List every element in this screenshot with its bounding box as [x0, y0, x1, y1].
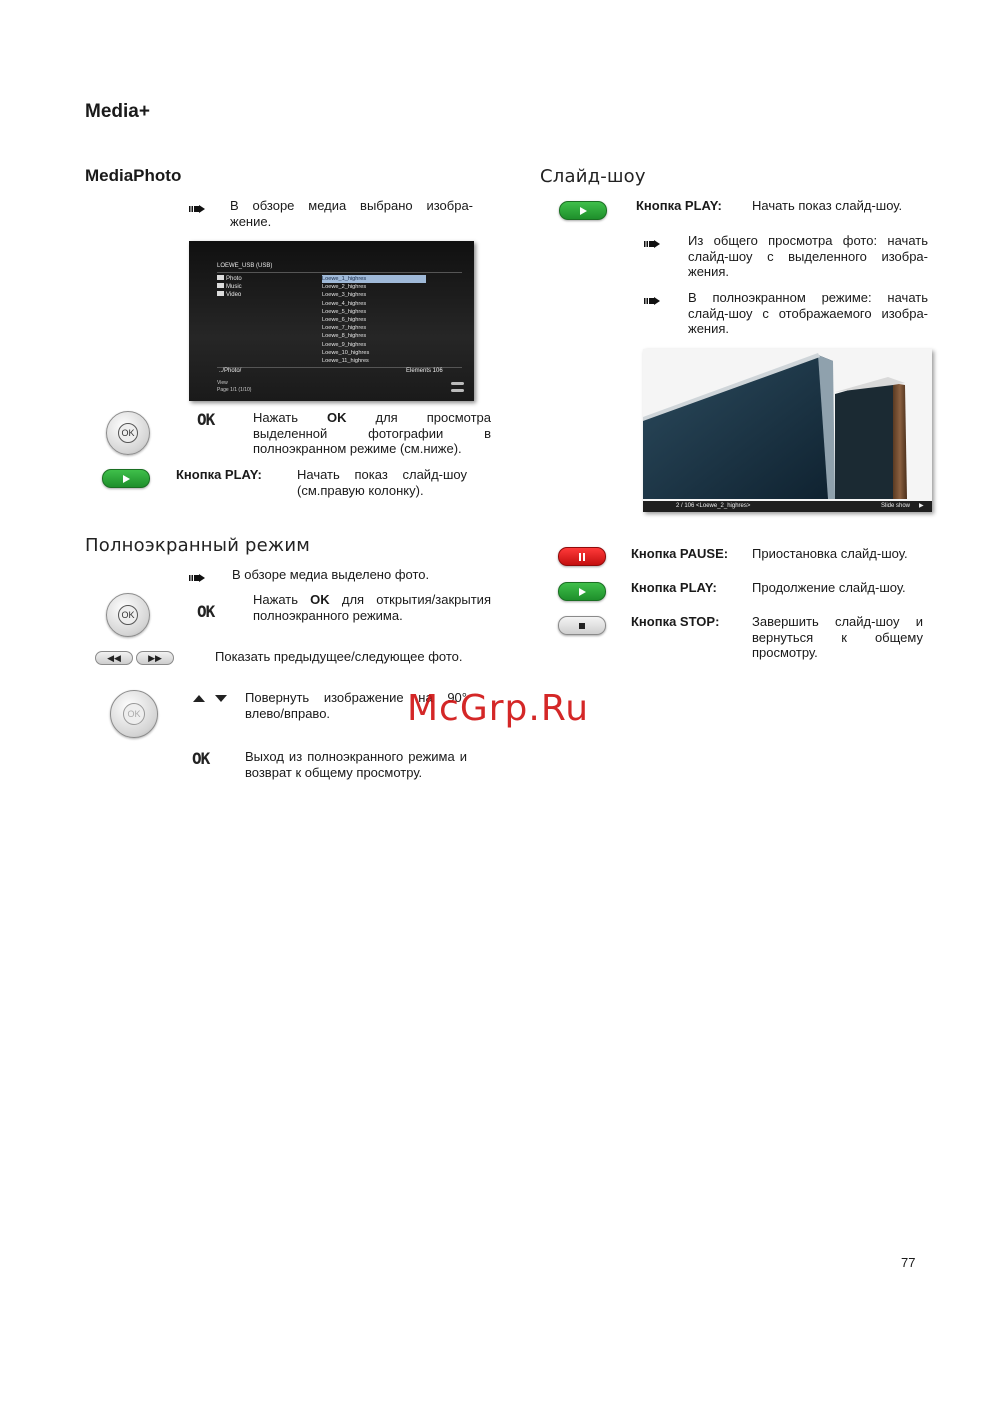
slideshow-play2-label: Кнопка PLAY:	[631, 580, 717, 595]
arrow-bullet-icon	[189, 574, 205, 582]
screen-folder-list	[217, 275, 242, 299]
tv-photo-image	[643, 349, 932, 501]
play-button-icon	[558, 582, 606, 601]
file-item: Loewe_6_highres	[322, 317, 367, 324]
ok-key-label: OK	[192, 749, 210, 768]
play-button-icon	[102, 469, 150, 488]
fullscreen-rotate-text: Повернуть изображение на 90° влево/вправо.	[245, 690, 467, 721]
slideshow-note-2: В полноэкранном режиме: начать слайд-шоу с отображаемого изобра-жения.	[688, 290, 928, 336]
fullscreen-prevnext-text: Показать предыдущее/следующее фото.	[215, 649, 463, 664]
slideshow-note-1: Из общего просмотра фото: начать слайд-шоу с выделенного изобра-жения.	[688, 233, 928, 279]
arrow-bullet-icon	[189, 205, 205, 213]
play-button-icon	[559, 201, 607, 220]
slideshow-play-text: Начать показ слайд-шоу.	[752, 198, 903, 213]
fast-forward-button-icon: ▶▶	[136, 651, 174, 665]
file-item: Loewe_2_highres	[322, 284, 367, 291]
slideshow-screenshot	[643, 349, 932, 512]
slideshow-counter: 2 / 106 <Loewe_2_highres>	[676, 503, 751, 509]
arrow-bullet-icon	[644, 240, 660, 248]
folder-item: Video	[217, 291, 242, 299]
file-item: Loewe_10_highres	[322, 349, 370, 356]
section-heading-mediaphoto: MediaPhoto	[85, 166, 182, 185]
ok-key-label: OK	[197, 410, 215, 429]
section-heading-fullscreen: Полноэкранный режим	[85, 535, 311, 556]
slideshow-status-bar	[643, 501, 932, 512]
page-title: Media+	[85, 101, 150, 122]
screen-hints: View Page 1/1 (1/10)	[217, 380, 252, 393]
slideshow-play-label: Кнопка PLAY:	[636, 198, 722, 213]
fullscreen-ok-text: Нажать OK для открытия/закрытия полноэкранного режима.	[253, 592, 491, 623]
file-item: Loewe_3_highres	[322, 292, 367, 299]
screen-file-list	[322, 275, 426, 365]
folder-icon	[217, 275, 224, 280]
up-down-arrows-icon	[193, 694, 231, 703]
slideshow-mode: Slide show	[881, 503, 911, 509]
play-arrow-icon: ▶	[919, 503, 924, 509]
fullscreen-intro: В обзоре медиа выделено фото.	[232, 567, 430, 582]
stop-key-label: Кнопка STOP:	[631, 614, 720, 629]
mediaphoto-ok-text: Нажать OK для просмотра выделенной фотографии в полноэкранном режиме (см.ниже).	[253, 410, 491, 456]
file-item: Loewe_4_highres	[322, 300, 367, 307]
remote-ok-button-icon: OK	[106, 593, 150, 637]
mediaphoto-play-text: Начать показ слайд-шоу (см.правую колонку).	[297, 467, 467, 498]
media-overview-screenshot	[189, 241, 474, 401]
screen-current-path: ../Photo/	[219, 368, 242, 374]
stop-button-icon	[558, 616, 606, 635]
folder-item: Photo	[217, 275, 242, 283]
file-item-selected: Loewe_1_highres	[322, 275, 426, 283]
screen-elements-count: Elements 106	[406, 368, 443, 374]
file-item: Loewe_8_highres	[322, 333, 367, 340]
watermark: McGrp.Ru	[407, 688, 590, 729]
slideshow-play2-text: Продолжение слайд-шоу.	[752, 580, 906, 595]
file-item: Loewe_11_highres	[322, 358, 369, 365]
pause-text: Приостановка слайд-шоу.	[752, 546, 908, 561]
remote-navigation-ring-icon: OK	[110, 690, 158, 738]
folder-item: Music	[217, 283, 242, 291]
ok-key-label: OK	[197, 602, 215, 621]
fullscreen-exit-text: Выход из полноэкранного режима и возврат к общему просмотру.	[245, 749, 467, 780]
folder-icon	[217, 291, 224, 296]
arrow-bullet-icon	[644, 297, 660, 305]
file-item: Loewe_5_highres	[322, 308, 367, 315]
remote-ok-button-icon: OK	[106, 411, 150, 455]
rewind-button-icon: ◀◀	[95, 651, 133, 665]
play-key-label: Кнопка PLAY:	[176, 467, 262, 482]
pause-button-icon	[558, 547, 606, 566]
file-item: Loewe_7_highres	[322, 325, 367, 332]
page-number: 77	[901, 1255, 916, 1270]
folder-icon	[217, 283, 224, 288]
section-heading-slideshow: Слайд-шоу	[540, 166, 646, 187]
mediaphoto-intro: В обзоре медиа выбрано изобра-жение.	[230, 198, 473, 229]
screen-path: LOEWE_USB (USB)	[217, 263, 273, 269]
file-item: Loewe_9_highres	[322, 341, 367, 348]
stop-text: Завершить слайд-шоу и вернуться к общему просмотру.	[752, 614, 923, 660]
pause-key-label: Кнопка PAUSE:	[631, 546, 729, 561]
